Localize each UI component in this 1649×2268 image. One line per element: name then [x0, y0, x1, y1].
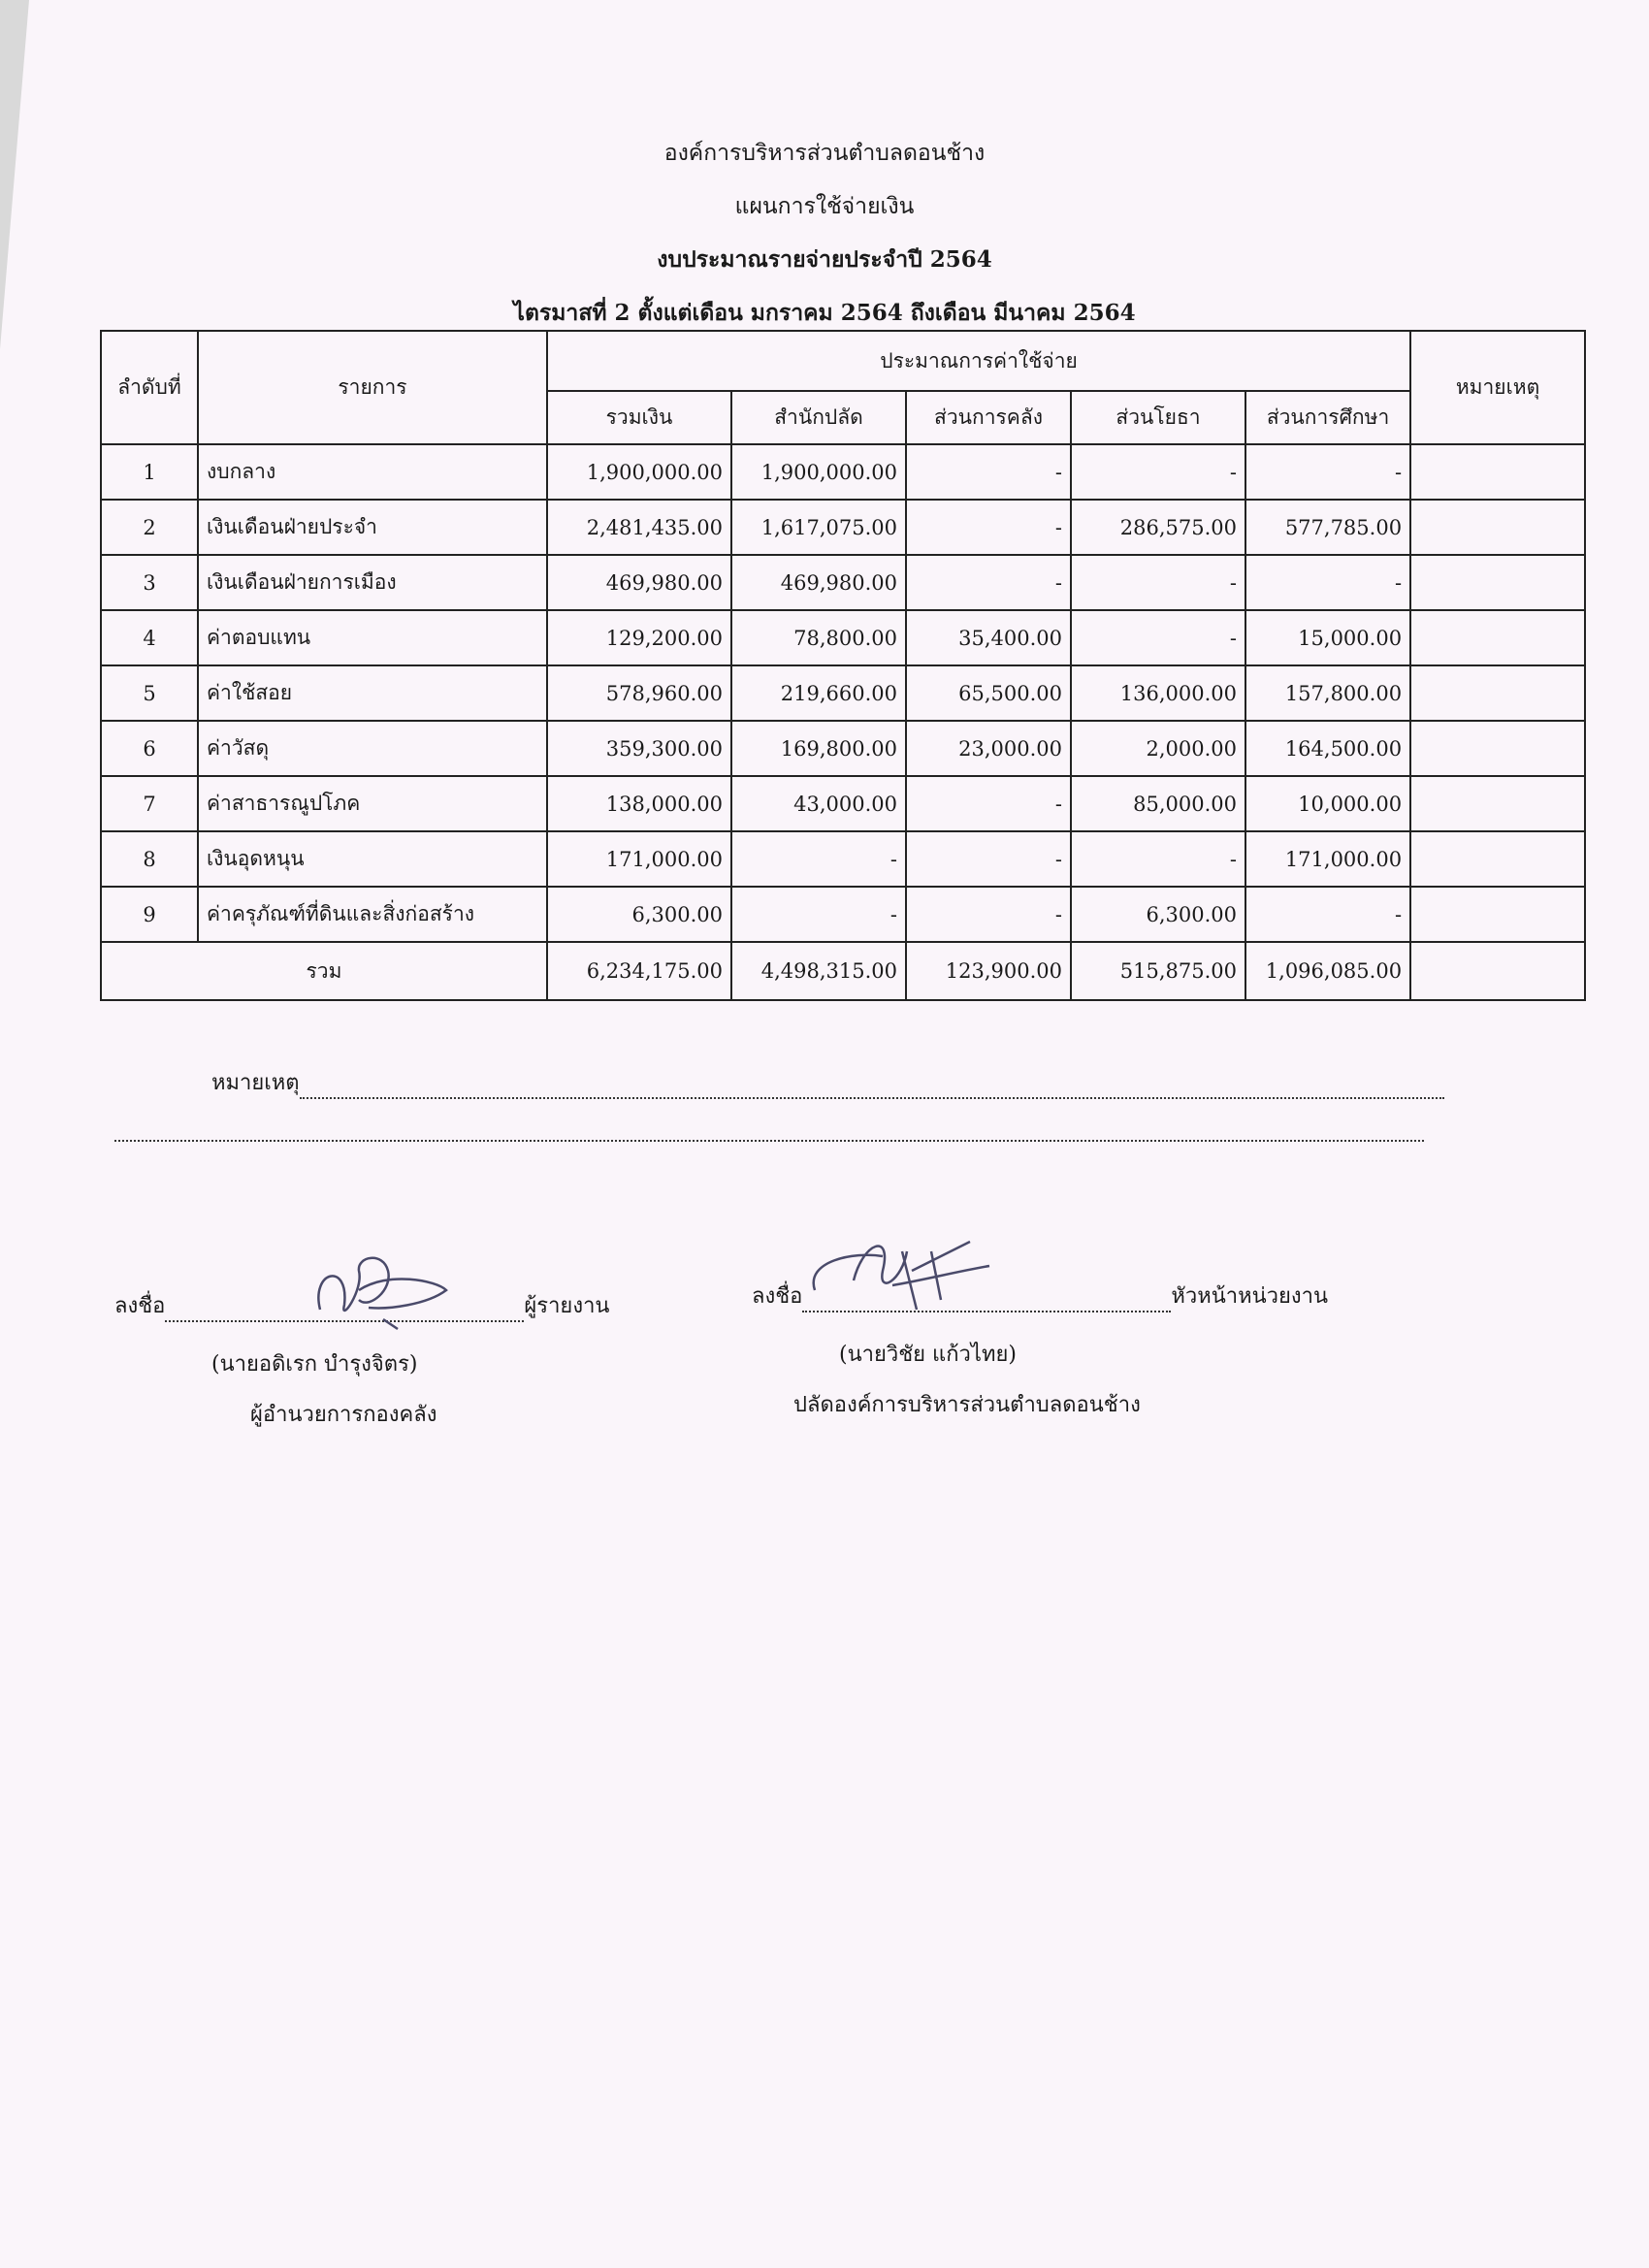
- row-remark: [1410, 665, 1585, 721]
- row-remark: [1410, 721, 1585, 776]
- header-row-1: [101, 331, 1585, 391]
- row-works: -: [1071, 555, 1245, 610]
- total-finance: 123,900.00: [906, 942, 1071, 1000]
- col-no-header: ลำดับที่: [101, 331, 198, 444]
- row-no: 1: [101, 444, 198, 500]
- plan-title: แผนการใช้จ่ายเงิน: [734, 194, 915, 219]
- total-total: 6,234,175.00: [547, 942, 731, 1000]
- total-office: 4,498,315.00: [731, 942, 906, 1000]
- row-no: 2: [101, 500, 198, 555]
- col-item-header: รายการ: [198, 331, 547, 444]
- row-office: 78,800.00: [731, 610, 906, 665]
- row-education: 164,500.00: [1245, 721, 1410, 776]
- left-signature: [291, 1232, 466, 1339]
- col-finance-header: ส่วนการคลัง: [906, 391, 1071, 444]
- budget-year: งบประมาณรายจ่ายประจำปี 2564: [657, 246, 992, 273]
- row-remark: [1410, 887, 1585, 942]
- row-office: -: [731, 887, 906, 942]
- table-row: [101, 776, 1585, 831]
- left-sign-label: ลงชื่อ: [114, 1294, 166, 1318]
- row-education: -: [1245, 444, 1410, 500]
- row-no: 6: [101, 721, 198, 776]
- row-total: 578,960.00: [547, 665, 731, 721]
- row-finance: -: [906, 555, 1071, 610]
- row-item: งบกลาง: [198, 444, 547, 500]
- col-total-header: รวมเงิน: [547, 391, 731, 444]
- row-item: ค่าใช้สอย: [198, 665, 547, 721]
- row-item: ค่าตอบแทน: [198, 610, 547, 665]
- note-dots: [300, 1080, 1444, 1099]
- row-item: เงินเดือนฝ่ายประจำ: [198, 500, 547, 555]
- row-office: 43,000.00: [731, 776, 906, 831]
- col-education-header: ส่วนการศึกษา: [1245, 391, 1410, 444]
- row-finance: 65,500.00: [906, 665, 1071, 721]
- table-row: [101, 500, 1585, 555]
- row-total: 171,000.00: [547, 831, 731, 887]
- table-row: [101, 444, 1585, 500]
- right-sign-label: ลงชื่อ: [752, 1284, 803, 1309]
- row-office: 1,900,000.00: [731, 444, 906, 500]
- col-works-header: ส่วนโยธา: [1071, 391, 1245, 444]
- row-education: 15,000.00: [1245, 610, 1410, 665]
- row-no: 4: [101, 610, 198, 665]
- row-item: เงินเดือนฝ่ายการเมือง: [198, 555, 547, 610]
- row-no: 9: [101, 887, 198, 942]
- left-position: ผู้อำนวยการกองคลัง: [250, 1403, 437, 1427]
- row-remark: [1410, 610, 1585, 665]
- note-dots-2: [114, 1122, 1424, 1142]
- right-name: (นายวิชัย แก้วไทย): [839, 1343, 1017, 1367]
- row-works: 136,000.00: [1071, 665, 1245, 721]
- org-name: องค์การบริหารส่วนตำบลดอนช้าง: [663, 141, 986, 166]
- row-total: 469,980.00: [547, 555, 731, 610]
- row-finance: -: [906, 887, 1071, 942]
- row-no: 8: [101, 831, 198, 887]
- row-total: 359,300.00: [547, 721, 731, 776]
- row-item: เงินอุดหนุน: [198, 831, 547, 887]
- row-office: 469,980.00: [731, 555, 906, 610]
- row-education: 171,000.00: [1245, 831, 1410, 887]
- table-row: [101, 831, 1585, 887]
- row-finance: -: [906, 776, 1071, 831]
- note-label: หมายเหตุ: [211, 1071, 300, 1095]
- right-position: ปลัดองค์การบริหารส่วนตำบลดอนช้าง: [793, 1393, 1141, 1417]
- row-remark: [1410, 444, 1585, 500]
- row-remark: [1410, 500, 1585, 555]
- row-remark: [1410, 555, 1585, 610]
- row-total: 138,000.00: [547, 776, 731, 831]
- row-total: 1,900,000.00: [547, 444, 731, 500]
- row-finance: -: [906, 444, 1071, 500]
- col-remark-header: หมายเหตุ: [1410, 331, 1585, 444]
- row-education: 577,785.00: [1245, 500, 1410, 555]
- total-remark: [1410, 942, 1585, 1000]
- row-no: 5: [101, 665, 198, 721]
- row-item: ค่าครุภัณฑ์ที่ดินและสิ่งก่อสร้าง: [198, 887, 547, 942]
- table-row: [101, 610, 1585, 665]
- left-name: (นายอดิเรก บำรุงจิตร): [211, 1352, 418, 1377]
- row-works: 85,000.00: [1071, 776, 1245, 831]
- row-office: 1,617,075.00: [731, 500, 906, 555]
- row-works: -: [1071, 610, 1245, 665]
- row-education: -: [1245, 887, 1410, 942]
- col-estimate-header: ประมาณการค่าใช้จ่าย: [547, 331, 1410, 391]
- row-total: 2,481,435.00: [547, 500, 731, 555]
- left-role: ผู้รายงาน: [524, 1294, 610, 1318]
- col-office-header: สำนักปลัด: [731, 391, 906, 444]
- row-total: 6,300.00: [547, 887, 731, 942]
- row-education: 157,800.00: [1245, 665, 1410, 721]
- right-role: หัวหน้าหน่วยงาน: [1171, 1284, 1329, 1309]
- period: ไตรมาสที่ 2 ตั้งแต่เดือน มกราคม 2564 ถึงเดือน มีนาคม 2564: [513, 300, 1136, 326]
- table-row: [101, 665, 1585, 721]
- row-works: -: [1071, 831, 1245, 887]
- right-signature: [795, 1213, 1009, 1329]
- row-remark: [1410, 831, 1585, 887]
- table-row: [101, 555, 1585, 610]
- row-education: 10,000.00: [1245, 776, 1410, 831]
- row-works: 2,000.00: [1071, 721, 1245, 776]
- row-office: 219,660.00: [731, 665, 906, 721]
- note-line-2: [114, 1118, 1434, 1142]
- row-finance: 23,000.00: [906, 721, 1071, 776]
- total-works: 515,875.00: [1071, 942, 1245, 1000]
- row-item: ค่าสาธารณูปโภค: [198, 776, 547, 831]
- table-row: [101, 887, 1585, 942]
- row-works: -: [1071, 444, 1245, 500]
- row-finance: -: [906, 500, 1071, 555]
- row-no: 3: [101, 555, 198, 610]
- row-no: 7: [101, 776, 198, 831]
- row-finance: -: [906, 831, 1071, 887]
- note-line-1: [211, 1065, 1453, 1099]
- row-finance: 35,400.00: [906, 610, 1071, 665]
- total-row: [101, 942, 1585, 1000]
- total-label: รวม: [101, 942, 547, 1000]
- row-works: 6,300.00: [1071, 887, 1245, 942]
- row-works: 286,575.00: [1071, 500, 1245, 555]
- row-item: ค่าวัสดุ: [198, 721, 547, 776]
- row-remark: [1410, 776, 1585, 831]
- budget-table: [100, 330, 1586, 1001]
- row-education: -: [1245, 555, 1410, 610]
- row-office: -: [731, 831, 906, 887]
- total-education: 1,096,085.00: [1245, 942, 1410, 1000]
- row-office: 169,800.00: [731, 721, 906, 776]
- row-total: 129,200.00: [547, 610, 731, 665]
- table-row: [101, 721, 1585, 776]
